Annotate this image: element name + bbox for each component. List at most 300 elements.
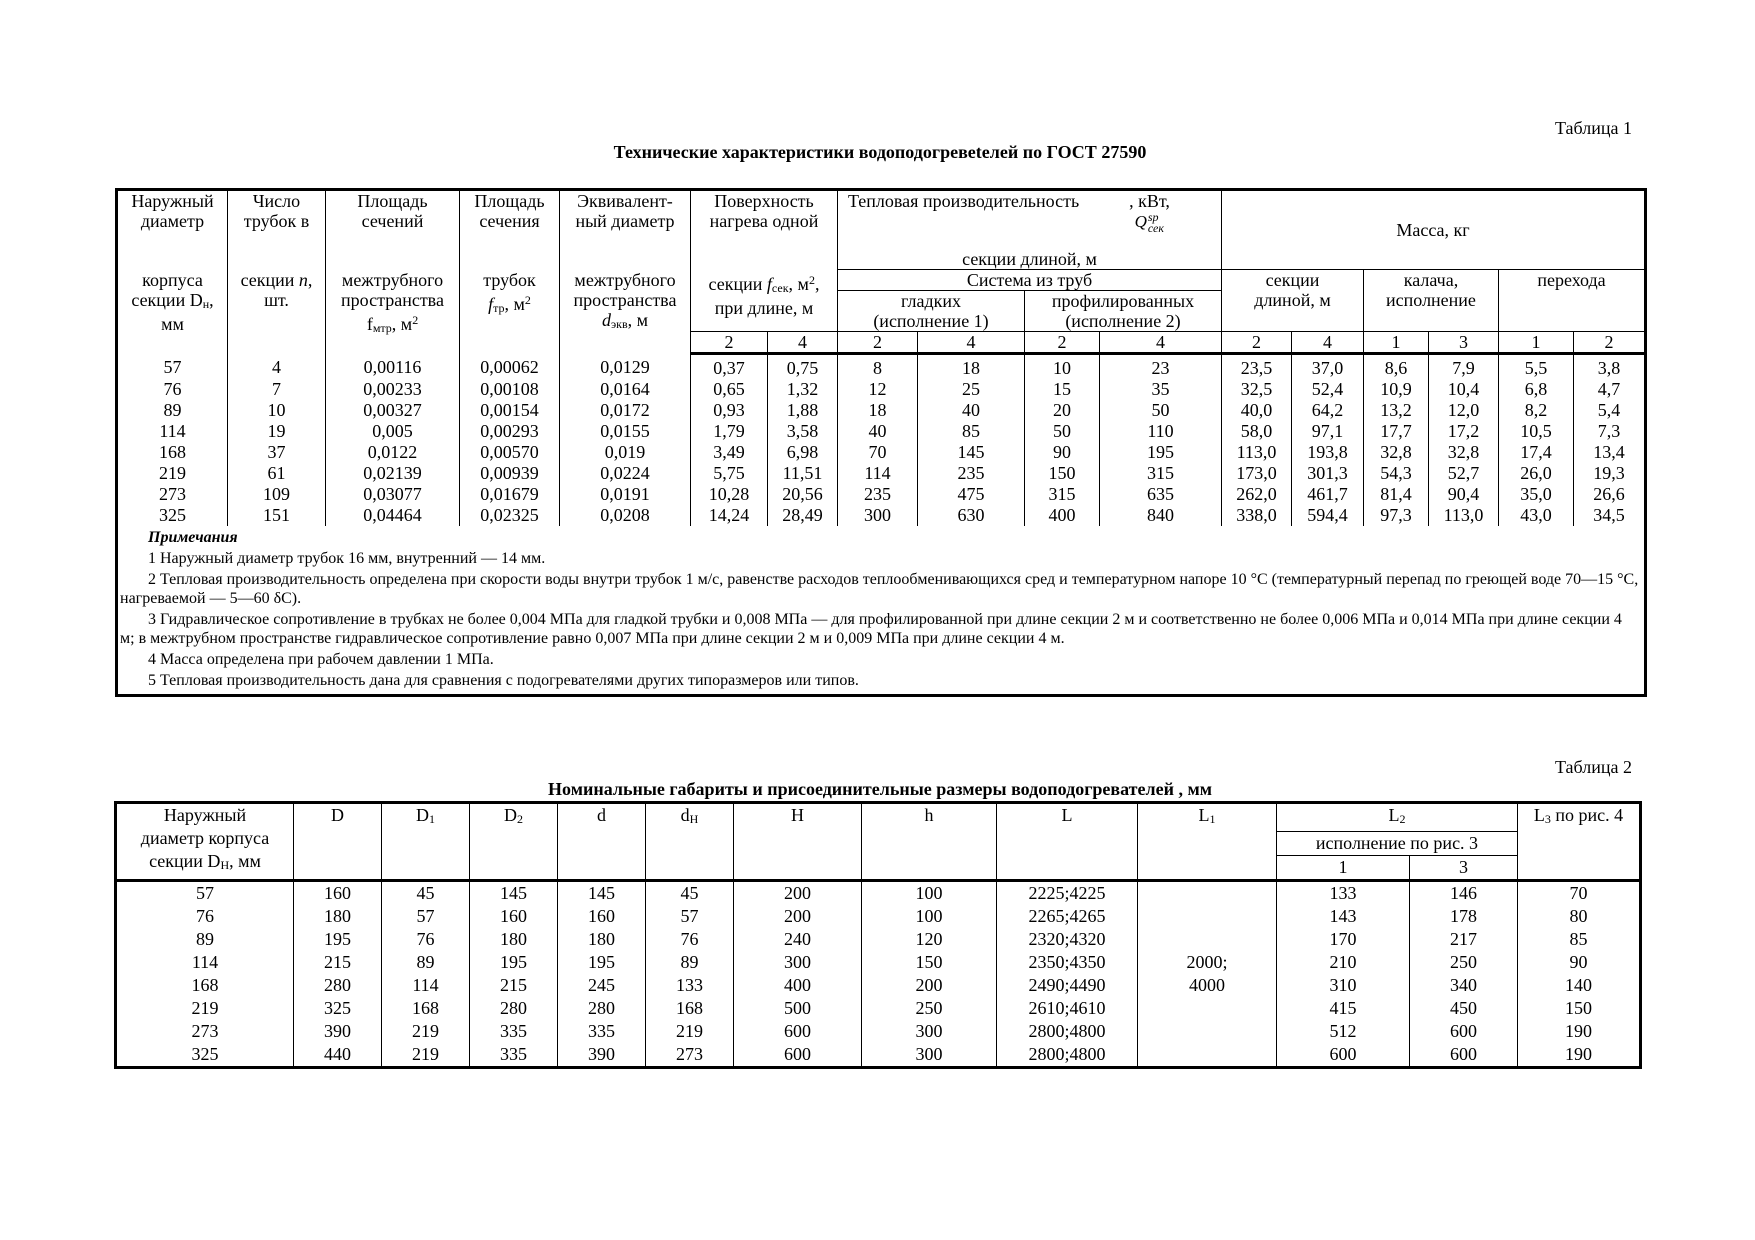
table2 [114, 801, 1642, 1069]
t2-cell: 600 [734, 1043, 862, 1068]
t1-cell: 3,58 [768, 421, 838, 442]
t1-cell: 11,51 [768, 463, 838, 484]
t2-cell: 325 [294, 997, 382, 1020]
t2-cell: 2350;4350 [997, 951, 1138, 974]
t1-col2-top: Число трубок в [228, 190, 326, 270]
t1-cell: 81,4 [1364, 484, 1429, 505]
t1-cell: 8,6 [1364, 354, 1429, 380]
t2-cell: 76 [116, 905, 294, 928]
t1-cell: 12,0 [1429, 400, 1499, 421]
t2-cell: 57 [382, 905, 470, 928]
t1-cell: 12 [838, 379, 918, 400]
t1-data-row [117, 379, 1646, 400]
t1-cell: 32,8 [1364, 442, 1429, 463]
t1-cell: 10,5 [1499, 421, 1574, 442]
t2-cell: 57 [646, 905, 734, 928]
t2-H-header: H [734, 803, 862, 881]
t1-cell: 193,8 [1292, 442, 1364, 463]
table1-label: Таблица 1 [1555, 118, 1632, 138]
t2-data-row [116, 951, 1641, 974]
t2-cell: 200 [734, 905, 862, 928]
t1-cell: 114 [838, 463, 918, 484]
t2-cell: 168 [646, 997, 734, 1020]
t1-cell: 0,01679 [460, 484, 560, 505]
t2-cell: 335 [470, 1043, 558, 1068]
t2-cell: 440 [294, 1043, 382, 1068]
t1-data-row [117, 463, 1646, 484]
t1-cell: 5,4 [1574, 400, 1646, 421]
t1-cell: 19 [228, 421, 326, 442]
t1-cell: 300 [838, 505, 918, 526]
t1-cell: 0,75 [768, 354, 838, 380]
t1-cell: 173,0 [1222, 463, 1292, 484]
t1-cell: 0,03077 [326, 484, 460, 505]
t1-cell: 0,0172 [560, 400, 691, 421]
t1-cell: 6,98 [768, 442, 838, 463]
t2-data-row [116, 905, 1641, 928]
t1-cell: 10 [1025, 354, 1100, 380]
t1-cell: 40 [838, 421, 918, 442]
t1-cell: 315 [1025, 484, 1100, 505]
t1-cell: 52,4 [1292, 379, 1364, 400]
t1-smooth-header: гладких (исполнение 1) [838, 291, 1025, 332]
t2-cell: 450 [1410, 997, 1518, 1020]
t2-cell: 146 [1410, 881, 1518, 906]
t2-cell: 2490;4490 [997, 974, 1138, 997]
t2-d-header: d [558, 803, 646, 881]
t1-cell: 8 [838, 354, 918, 380]
t2-cell: 335 [558, 1020, 646, 1043]
t1-cell: 0,005 [326, 421, 460, 442]
t1-cell: 301,3 [1292, 463, 1364, 484]
t2-cell: 80 [1518, 905, 1641, 928]
t2-cell: 70 [1518, 881, 1641, 906]
t1-cell: 6,8 [1499, 379, 1574, 400]
note-1: 1 Наружный диаметр трубок 16 мм, внутренний — 14 мм. [148, 550, 546, 567]
t1-col1-top: Наружный диаметр [117, 190, 228, 270]
t1-cell: 630 [918, 505, 1025, 526]
t2-cell: 195 [470, 951, 558, 974]
t2-cell: 245 [558, 974, 646, 997]
t1-cell: 1,32 [768, 379, 838, 400]
t1-data-row [117, 421, 1646, 442]
t2-D2-header: D2 [470, 803, 558, 881]
t2-h-header: h [862, 803, 997, 881]
t2-cell: 76 [382, 928, 470, 951]
t1-cell: 89 [117, 400, 228, 421]
t1-cell: 85 [918, 421, 1025, 442]
t1-cell: 338,0 [1222, 505, 1292, 526]
t1-cell: 10,9 [1364, 379, 1429, 400]
t1-cell: 18 [838, 400, 918, 421]
t2-cell: 143 [1277, 905, 1410, 928]
t2-cell: 300 [862, 1043, 997, 1068]
t1-data-row [117, 400, 1646, 421]
t2-cell: 250 [1410, 951, 1518, 974]
note-2: 2 Тепловая производительность определена при скорости воды внутри трубок 1 м/с, равенстве расходов теплообменивающихся сред и температурном напоре 10 °С (температурный перепад по греющей воде 70—15 °С, нагреваемой — 5—60 δС). [120, 571, 1639, 607]
t2-D-header: D [294, 803, 382, 881]
t1-cell: 109 [228, 484, 326, 505]
t1-cell: 3,8 [1574, 354, 1646, 380]
t2-cell: 273 [646, 1043, 734, 1068]
t1-system-header: Система из труб [838, 270, 1222, 291]
t2-L3-header: L3 по рис. 4 [1518, 803, 1641, 881]
t2-cell: 280 [294, 974, 382, 997]
t1-data-body [117, 354, 1646, 527]
t2-cell: 133 [1277, 881, 1410, 906]
t2-cell: 2320;4320 [997, 928, 1138, 951]
t2-D1-header: D1 [382, 803, 470, 881]
t1-cell: 594,4 [1292, 505, 1364, 526]
t1-cell: 34,5 [1574, 505, 1646, 526]
t1-mass-section: секции длиной, м [1222, 270, 1364, 332]
t1-cell: 35 [1100, 379, 1222, 400]
t1-cell: 76 [117, 379, 228, 400]
t2-cell: 160 [470, 905, 558, 928]
t2-cell: 160 [558, 905, 646, 928]
t2-cell: 2610;4610 [997, 997, 1138, 1020]
t1-cell: 0,00116 [326, 354, 460, 380]
t1-col4-bottom: трубок fтр, $м^2$ [460, 270, 560, 354]
t2-cell: 76 [646, 928, 734, 951]
t1-cell: 17,2 [1429, 421, 1499, 442]
t1-cell: 7,3 [1574, 421, 1646, 442]
t1-mass-transition: перехода [1499, 270, 1646, 332]
t2-cell: 57 [116, 881, 294, 906]
t1-cell: 61 [228, 463, 326, 484]
t1-cell: 17,7 [1364, 421, 1429, 442]
t2-cell: 180 [470, 928, 558, 951]
t2-data-row [116, 881, 1641, 906]
t1-cell: 58,0 [1222, 421, 1292, 442]
t1-cell: 19,3 [1574, 463, 1646, 484]
t2-cell: 180 [294, 905, 382, 928]
t2-cell: 219 [116, 997, 294, 1020]
t2-cell: 390 [558, 1043, 646, 1068]
t2-cell: 145 [470, 881, 558, 906]
t1-profiled-header: профилированных (исполнение 2) [1025, 291, 1222, 332]
t1-cell: 40,0 [1222, 400, 1292, 421]
t2-data-row [116, 1043, 1641, 1068]
t2-cell: 89 [116, 928, 294, 951]
t1-cell: 5,75 [691, 463, 768, 484]
t1-number-row: 2 4 2 4 2 4 2 4 1 3 1 2 [117, 332, 1646, 354]
t1-cell: 195 [1100, 442, 1222, 463]
t2-cell: 217 [1410, 928, 1518, 951]
notes-title: Примечания [148, 529, 238, 546]
t1-cell: 0,00233 [326, 379, 460, 400]
t2-L-header: L [997, 803, 1138, 881]
t1-cell: 25 [918, 379, 1025, 400]
t2-cell: 240 [734, 928, 862, 951]
t2-cell: 170 [1277, 928, 1410, 951]
t1-cell: 23 [1100, 354, 1222, 380]
t2-cell: 90 [1518, 951, 1641, 974]
t2-cell: 600 [1277, 1043, 1410, 1068]
table2-label: Таблица 2 [1555, 757, 1632, 777]
t1-cell: 1,88 [768, 400, 838, 421]
t1-cell: 0,02325 [460, 505, 560, 526]
t1-cell: 113,0 [1429, 505, 1499, 526]
t2-cell: 140 [1518, 974, 1641, 997]
t2-cell: 160 [294, 881, 382, 906]
t2-cell: 89 [646, 951, 734, 974]
t2-cell: 100 [862, 881, 997, 906]
t2-cell: 600 [734, 1020, 862, 1043]
t2-cell: 415 [1277, 997, 1410, 1020]
t1-cell: 635 [1100, 484, 1222, 505]
t1-cell: 17,4 [1499, 442, 1574, 463]
t1-cell: 10,4 [1429, 379, 1499, 400]
t1-mass-kalach: калача, исполнение [1364, 270, 1499, 332]
t2-cell: 195 [558, 951, 646, 974]
t1-cell: 32,8 [1429, 442, 1499, 463]
t1-cell: 5,5 [1499, 354, 1574, 380]
t1-cell: 10,28 [691, 484, 768, 505]
t1-cell: 32,5 [1222, 379, 1292, 400]
t2-cell: 190 [1518, 1043, 1641, 1068]
t1-col3-bottom: межтрубного пространства fмтр, $м^2$ [326, 270, 460, 354]
t1-mass-header: Масса, кг [1222, 190, 1646, 270]
t1-cell: 0,93 [691, 400, 768, 421]
t1-heat-header: Тепловая производительность , кВт, Q sp сек [838, 190, 1222, 250]
t1-cell: 1,79 [691, 421, 768, 442]
t1-cell: 325 [117, 505, 228, 526]
t1-cell: 0,00293 [460, 421, 560, 442]
t2-cell: 168 [116, 974, 294, 997]
t1-cell: 0,0224 [560, 463, 691, 484]
t2-data-row [116, 928, 1641, 951]
t1-cell: 0,0129 [560, 354, 691, 380]
t1-cell: 110 [1100, 421, 1222, 442]
t2-cell: 100 [862, 905, 997, 928]
t1-cell: 23,5 [1222, 354, 1292, 380]
t1-cell: 0,65 [691, 379, 768, 400]
note-4: 4 Масса определена при рабочем давлении 1 МПа. [148, 651, 494, 668]
t1-cell: 26,6 [1574, 484, 1646, 505]
table1 [115, 188, 1647, 697]
t1-cell: 315 [1100, 463, 1222, 484]
t2-cell: 180 [558, 928, 646, 951]
t2-cell: 280 [558, 997, 646, 1020]
t2-data-row [116, 974, 1641, 997]
t1-cell: 50 [1100, 400, 1222, 421]
t2-cell: 215 [470, 974, 558, 997]
t1-col6-bottom: секции fсек, $м^2$, при длине, м [691, 270, 838, 332]
t2-cell: 150 [1518, 997, 1641, 1020]
t1-col2-bottom: секции n, шт. [228, 270, 326, 354]
t1-cell: 20 [1025, 400, 1100, 421]
t2-cell: 280 [470, 997, 558, 1020]
t1-col6-top: Поверхность нагрева одной [691, 190, 838, 270]
t1-col5-bottom: межтрубного пространства dэкв, м [560, 270, 691, 354]
t2-cell: 512 [1277, 1020, 1410, 1043]
t1-cell: 151 [228, 505, 326, 526]
t2-cell: 340 [1410, 974, 1518, 997]
t1-cell: 0,0208 [560, 505, 691, 526]
t2-cell: 325 [116, 1043, 294, 1068]
t1-data-row [117, 354, 1646, 380]
t2-cell: 219 [382, 1043, 470, 1068]
t1-cell: 0,00327 [326, 400, 460, 421]
t2-data-row [116, 1020, 1641, 1043]
t2-cell: 219 [382, 1020, 470, 1043]
t1-cell: 0,00154 [460, 400, 560, 421]
t1-col4-top: Площадь сечения [460, 190, 560, 270]
t1-cell: 0,37 [691, 354, 768, 380]
t1-cell: 3,49 [691, 442, 768, 463]
t1-cell: 0,00062 [460, 354, 560, 380]
t2-cell: 114 [382, 974, 470, 997]
t2-cell: 500 [734, 997, 862, 1020]
t2-cell: 310 [1277, 974, 1410, 997]
t1-cell: 37 [228, 442, 326, 463]
t1-cell: 235 [838, 484, 918, 505]
t2-cell: 390 [294, 1020, 382, 1043]
t2-cell: 168 [382, 997, 470, 1020]
t2-cell: 300 [862, 1020, 997, 1043]
t1-cell: 0,00570 [460, 442, 560, 463]
t2-L1-value: 2000; 4000 [1138, 881, 1277, 1068]
t1-cell: 90,4 [1429, 484, 1499, 505]
t2-data-body [116, 881, 1641, 1068]
t1-cell: 52,7 [1429, 463, 1499, 484]
q-symbol: Q sp сек [1134, 209, 1164, 235]
t1-cell: 0,02139 [326, 463, 460, 484]
t2-L2-header: L2 [1277, 803, 1518, 832]
t2-cell: 178 [1410, 905, 1518, 928]
t2-cell: 2265;4265 [997, 905, 1138, 928]
t1-cell: 4 [228, 354, 326, 380]
t2-cell: 45 [646, 881, 734, 906]
t1-cell: 13,4 [1574, 442, 1646, 463]
t1-cell: 235 [918, 463, 1025, 484]
t1-cell: 14,24 [691, 505, 768, 526]
t2-cell: 2800;4800 [997, 1043, 1138, 1068]
t1-data-row [117, 442, 1646, 463]
t1-cell: 64,2 [1292, 400, 1364, 421]
t2-cell: 85 [1518, 928, 1641, 951]
t2-cell: 210 [1277, 951, 1410, 974]
t1-cell: 15 [1025, 379, 1100, 400]
t1-data-row [117, 505, 1646, 526]
t2-cell: 195 [294, 928, 382, 951]
t1-cell: 0,0122 [326, 442, 460, 463]
t1-cell: 7 [228, 379, 326, 400]
t1-cell: 43,0 [1499, 505, 1574, 526]
t1-cell: 0,019 [560, 442, 691, 463]
t1-cell: 168 [117, 442, 228, 463]
t1-cell: 70 [838, 442, 918, 463]
t1-cell: 273 [117, 484, 228, 505]
t1-col1-bottom: корпуса секции Dн, мм [117, 270, 228, 354]
t2-cell: 2800;4800 [997, 1020, 1138, 1043]
t1-cell: 57 [117, 354, 228, 380]
t1-header-row-1 [117, 190, 1646, 250]
t1-cell: 475 [918, 484, 1025, 505]
t1-cell: 97,3 [1364, 505, 1429, 526]
t1-cell: 10 [228, 400, 326, 421]
t2-cell: 600 [1410, 1020, 1518, 1043]
t2-L2-3-header: 3 [1410, 856, 1518, 881]
t1-cell: 8,2 [1499, 400, 1574, 421]
t2-cell: 45 [382, 881, 470, 906]
t1-cell: 0,04464 [326, 505, 460, 526]
t2-cell: 89 [382, 951, 470, 974]
t2-cell: 219 [646, 1020, 734, 1043]
t1-cell: 50 [1025, 421, 1100, 442]
t2-cell: 120 [862, 928, 997, 951]
t1-cell: 150 [1025, 463, 1100, 484]
t2-cell: 200 [862, 974, 997, 997]
t1-notes [117, 526, 1646, 696]
t2-cell: 300 [734, 951, 862, 974]
t2-col1-header: Наружный диаметр корпуса секции DН, мм [116, 803, 294, 881]
table1-title: Технические характеристики водоподогревetелей по ГОСТ 27590 [613, 142, 1147, 162]
t1-cell: 113,0 [1222, 442, 1292, 463]
t1-cell: 461,7 [1292, 484, 1364, 505]
t2-cell: 335 [470, 1020, 558, 1043]
t2-cell: 150 [862, 951, 997, 974]
t1-cell: 18 [918, 354, 1025, 380]
t1-cell: 0,0164 [560, 379, 691, 400]
t1-cell: 4,7 [1574, 379, 1646, 400]
t1-cell: 0,00939 [460, 463, 560, 484]
t2-cell: 2225;4225 [997, 881, 1138, 906]
t1-cell: 26,0 [1499, 463, 1574, 484]
t1-cell: 54,3 [1364, 463, 1429, 484]
t1-cell: 40 [918, 400, 1025, 421]
t2-cell: 250 [862, 997, 997, 1020]
t1-cell: 0,0155 [560, 421, 691, 442]
t1-cell: 840 [1100, 505, 1222, 526]
t1-cell: 114 [117, 421, 228, 442]
note-5: 5 Тепловая производительность дана для сравнения с подогревателями других типоразмеров или типов. [148, 672, 859, 689]
t1-cell: 0,00108 [460, 379, 560, 400]
t1-cell: 37,0 [1292, 354, 1364, 380]
t1-col5-top: Эквивалент- ный диаметр [560, 190, 691, 270]
t1-cell: 0,0191 [560, 484, 691, 505]
t1-cell: 13,2 [1364, 400, 1429, 421]
t1-cell: 7,9 [1429, 354, 1499, 380]
t1-col3-top: Площадь сечений [326, 190, 460, 270]
t2-data-row [116, 997, 1641, 1020]
t1-cell: 35,0 [1499, 484, 1574, 505]
t2-cell: 190 [1518, 1020, 1641, 1043]
t2-L2-sub-header: исполнение по рис. 3 [1277, 832, 1518, 856]
t2-cell: 114 [116, 951, 294, 974]
t1-cell: 90 [1025, 442, 1100, 463]
t1-data-row [117, 484, 1646, 505]
t2-cell: 133 [646, 974, 734, 997]
t2-cell: 273 [116, 1020, 294, 1043]
t2-dH-header: dH [646, 803, 734, 881]
t1-cell: 145 [918, 442, 1025, 463]
note-3: 3 Гидравлическое сопротивление в трубках не более 0,004 МПа для гладкой трубки и 0,008 МПа — для профилированной при длине секции 2 м и соответственно не более 0,006 МПа и 0,014 МПа при длине секции 4 м; в межтрубном пространстве гидравлическое сопротивление равно 0,007 МПа при длине секции 2 м и 0,009 МПа при длине секции 4 м. [120, 611, 1622, 647]
t1-cell: 20,56 [768, 484, 838, 505]
t2-cell: 600 [1410, 1043, 1518, 1068]
t2-cell: 400 [734, 974, 862, 997]
t1-cell: 219 [117, 463, 228, 484]
t2-cell: 215 [294, 951, 382, 974]
t1-cell: 262,0 [1222, 484, 1292, 505]
t2-cell: 145 [558, 881, 646, 906]
t2-L2-1-header: 1 [1277, 856, 1410, 881]
t2-L1-header: L1 [1138, 803, 1277, 881]
t1-heat-sub: секции длиной, м [838, 249, 1222, 270]
t1-cell: 400 [1025, 505, 1100, 526]
t1-cell: 28,49 [768, 505, 838, 526]
